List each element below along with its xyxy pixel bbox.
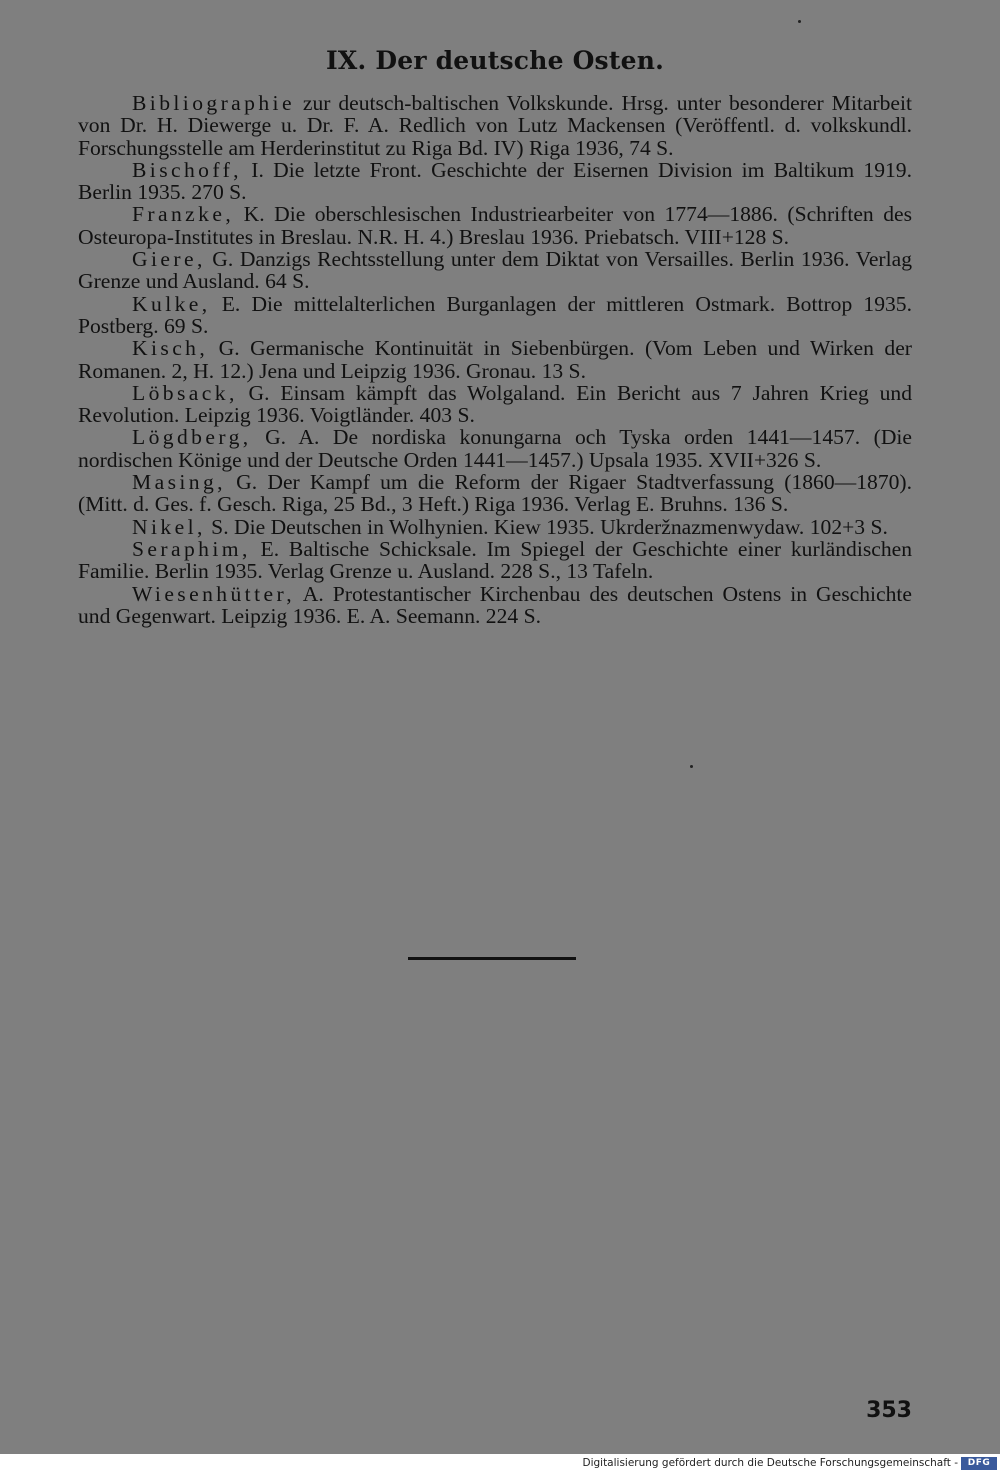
entry-text: E. Baltische Schicksale. Im Spiegel der Geschichte einer kurländischen Familie. Berlin 1935. Verlag Grenze u. Ausland. 228 S., 13 Tafeln.	[78, 536, 912, 584]
entry-text: I. Die letzte Front. Geschichte der Eisernen Division im Baltikum 1919. Berlin 1935. 270 S.	[78, 157, 912, 205]
entry-text: K. Die oberschlesischen Industriearbeiter von 1774—1886. (Schriften des Osteuropa-Institutes in Breslau. N.R. H. 4.) Breslau 1936. Priebatsch. VIII+128 S.	[78, 202, 912, 249]
entry-text: E. Die mittelalterlichen Burganlagen der mittleren Ostmark. Bottrop 1935. Postberg. 69 S.	[78, 291, 912, 338]
bibliography-entry	[78, 159, 912, 204]
bibliography-entry	[78, 337, 912, 382]
entry-author: Franzke,	[132, 202, 235, 227]
bibliography-entry	[78, 248, 912, 293]
entry-author: Masing,	[132, 470, 226, 495]
entry-author: Nikel,	[132, 514, 206, 539]
entry-text: G. Danzigs Rechtsstellung unter dem Diktat von Versailles. Berlin 1936. Verlag Grenze und Ausland. 64 S.	[78, 247, 912, 294]
bibliography-entry	[78, 203, 912, 248]
entry-author: Bibliographie	[132, 91, 295, 115]
section-heading: IX. Der deutsche Osten.	[326, 46, 664, 75]
digitization-credit: Digitalisierung gefördert durch die Deutsche Forschungsgemeinschaft -	[582, 1457, 958, 1469]
entry-author: Kulke,	[132, 291, 211, 316]
bibliography-entry	[78, 538, 912, 583]
entry-text: zur deutsch-baltischen Volkskunde. Hrsg. unter besonderer Mitarbeit von Dr. H. Diewerge u. Dr. F. A. Redlich von Lutz Mackensen (Veröffentl. d. volkskundl. Forschungsstelle am Herderinstitut zu Riga Bd. IV) Riga 1936, 74 S.	[78, 91, 912, 160]
bibliography-entry	[78, 471, 912, 516]
entry-author: Lögdberg,	[132, 425, 252, 450]
entry-text: G. A. De nordiska konungarna och Tyska orden 1441—1457. (Die nordischen Könige und der Deutsche Orden 1441—1457.) Upsala 1935. XVII+326 S.	[78, 425, 912, 472]
section-divider	[408, 957, 576, 960]
entry-author: Kisch,	[132, 336, 209, 361]
bibliography-entry	[78, 426, 912, 471]
page-number: 353	[866, 1398, 912, 1423]
bibliography-entry	[78, 382, 912, 427]
entry-author: Bischoff,	[132, 157, 242, 182]
entry-author: Seraphim,	[132, 536, 251, 561]
entry-text: S. Die Deutschen in Wolhynien. Kiew 1935. Ukrderžnazmenwydaw. 102+3 S.	[205, 514, 888, 539]
entry-text: G. Germanische Kontinuität in Siebenbürgen. (Vom Leben und Wirken der Romanen. 2, H. 12.) Jena und Leipzig 1936. Gronau. 13 S.	[78, 336, 912, 383]
print-speck	[798, 20, 801, 23]
bibliography-entry	[78, 92, 912, 159]
entry-text: G. Einsam kämpft das Wolgaland. Ein Bericht aus 7 Jahren Krieg und Revolution. Leipzig 1936. Voigtländer. 403 S.	[78, 380, 912, 428]
bibliography-entry	[78, 516, 912, 538]
entry-author: Giere,	[132, 247, 206, 272]
entry-text: G. Der Kampf um die Reform der Rigaer Stadtverfassung (1860—1870). (Mitt. d. Ges. f. Gesch. Riga, 25 Bd., 3 Heft.) Riga 1936. Verlag E. Bruhns. 136 S.	[78, 470, 912, 517]
bibliography-entry	[78, 583, 912, 628]
entry-author: Wiesenhütter,	[132, 581, 295, 606]
print-speck	[690, 765, 693, 768]
entry-author: Löbsack,	[132, 380, 238, 405]
entry-text: A. Protestantischer Kirchenbau des deutschen Ostens in Geschichte und Gegenwart. Leipzig 1936. E. A. Seemann. 224 S.	[78, 581, 912, 628]
bibliography-list	[78, 92, 912, 627]
bibliography-entry	[78, 293, 912, 338]
dfg-logo: DFG	[961, 1457, 997, 1470]
